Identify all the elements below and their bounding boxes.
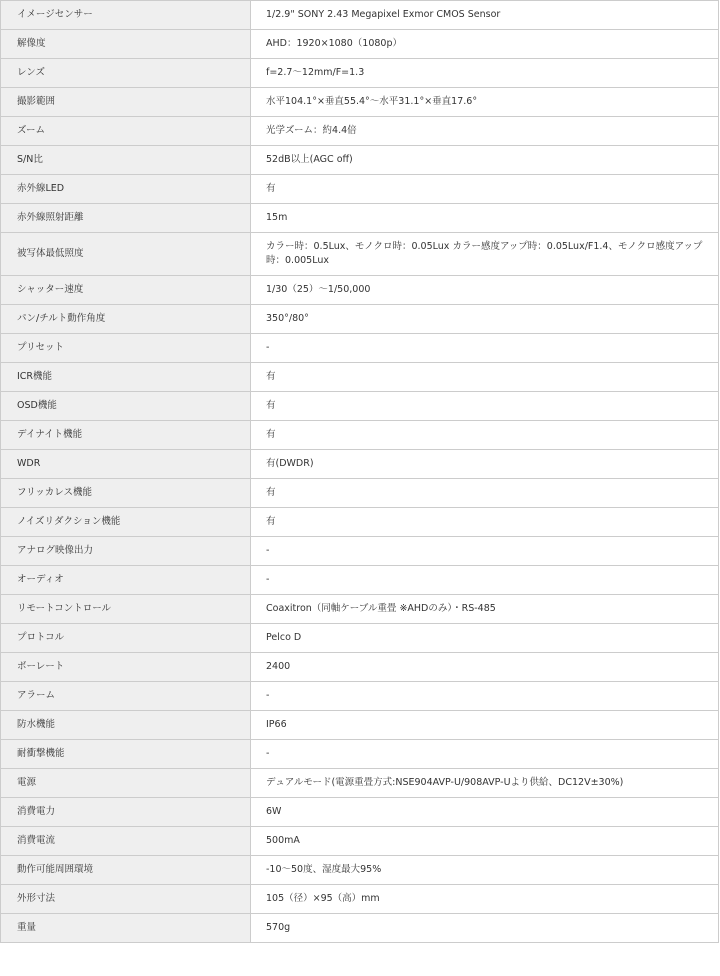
spec-label: 外形寸法 — [1, 885, 251, 914]
spec-value: 52dB以上(AGC off) — [251, 146, 719, 175]
spec-label: 防水機能 — [1, 711, 251, 740]
spec-value: 500mA — [251, 827, 719, 856]
spec-label: WDR — [1, 450, 251, 479]
spec-label: デイナイト機能 — [1, 421, 251, 450]
spec-value: 2400 — [251, 653, 719, 682]
spec-row — [1, 305, 719, 334]
spec-row — [1, 508, 719, 537]
spec-label: アラーム — [1, 682, 251, 711]
spec-value: 光学ズーム：約4.4倍 — [251, 117, 719, 146]
spec-value: - — [251, 537, 719, 566]
spec-row — [1, 175, 719, 204]
spec-label: フリッカレス機能 — [1, 479, 251, 508]
spec-label: 撮影範囲 — [1, 88, 251, 117]
spec-row — [1, 769, 719, 798]
spec-label: OSD機能 — [1, 392, 251, 421]
spec-label: アナログ映像出力 — [1, 537, 251, 566]
spec-value: -10～50度、湿度最大95% — [251, 856, 719, 885]
spec-value: 有(DWDR) — [251, 450, 719, 479]
spec-value: 1/2.9" SONY 2.43 Megapixel Exmor CMOS Sensor — [251, 1, 719, 30]
spec-label: ズーム — [1, 117, 251, 146]
spec-row — [1, 421, 719, 450]
spec-value: 350°/80° — [251, 305, 719, 334]
spec-value: 有 — [251, 175, 719, 204]
spec-label: 解像度 — [1, 30, 251, 59]
spec-label: 動作可能周囲環境 — [1, 856, 251, 885]
spec-row — [1, 914, 719, 943]
spec-value: Pelco D — [251, 624, 719, 653]
spec-label: 耐衝撃機能 — [1, 740, 251, 769]
spec-label: 赤外線照射距離 — [1, 204, 251, 233]
spec-label: 消費電力 — [1, 798, 251, 827]
spec-row — [1, 392, 719, 421]
spec-value: - — [251, 334, 719, 363]
spec-row — [1, 450, 719, 479]
spec-row — [1, 885, 719, 914]
spec-row — [1, 363, 719, 392]
spec-label: ボーレート — [1, 653, 251, 682]
spec-value: 570g — [251, 914, 719, 943]
spec-label: プロトコル — [1, 624, 251, 653]
spec-row — [1, 204, 719, 233]
spec-value: 有 — [251, 392, 719, 421]
spec-row — [1, 537, 719, 566]
spec-value: 有 — [251, 479, 719, 508]
spec-row — [1, 479, 719, 508]
spec-value: 6W — [251, 798, 719, 827]
spec-label: イメージセンサー — [1, 1, 251, 30]
spec-row — [1, 740, 719, 769]
spec-table-body — [1, 1, 719, 943]
spec-row — [1, 682, 719, 711]
spec-value: Coaxitron（同軸ケーブル重畳 ※AHDのみ）・RS-485 — [251, 595, 719, 624]
spec-row — [1, 88, 719, 117]
spec-value: デュアルモード(電源重畳方式:NSE904AVP-U/908AVP-Uより供給、DC12V±30%) — [251, 769, 719, 798]
spec-row — [1, 827, 719, 856]
spec-row — [1, 276, 719, 305]
spec-value: 15m — [251, 204, 719, 233]
spec-row — [1, 653, 719, 682]
spec-value: f=2.7～12mm/F=1.3 — [251, 59, 719, 88]
spec-value: 水平104.1°×垂直55.4°～水平31.1°×垂直17.6° — [251, 88, 719, 117]
spec-label: 重量 — [1, 914, 251, 943]
spec-value: 有 — [251, 421, 719, 450]
spec-value: 有 — [251, 508, 719, 537]
spec-row — [1, 233, 719, 276]
spec-value: - — [251, 682, 719, 711]
spec-value: 有 — [251, 363, 719, 392]
spec-value: - — [251, 566, 719, 595]
spec-row — [1, 566, 719, 595]
spec-label: ノイズリダクション機能 — [1, 508, 251, 537]
spec-label: リモートコントロール — [1, 595, 251, 624]
spec-value: AHD：1920×1080（1080p） — [251, 30, 719, 59]
spec-label: 電源 — [1, 769, 251, 798]
spec-label: S/N比 — [1, 146, 251, 175]
spec-row — [1, 1, 719, 30]
spec-value: IP66 — [251, 711, 719, 740]
spec-value: 105（径）×95（高）mm — [251, 885, 719, 914]
spec-value: 1/30（25）～1/50,000 — [251, 276, 719, 305]
spec-row — [1, 59, 719, 88]
spec-label: 赤外線LED — [1, 175, 251, 204]
spec-row — [1, 595, 719, 624]
spec-row — [1, 711, 719, 740]
spec-row — [1, 117, 719, 146]
spec-label: プリセット — [1, 334, 251, 363]
spec-label: オーディオ — [1, 566, 251, 595]
spec-label: 被写体最低照度 — [1, 233, 251, 276]
spec-row — [1, 624, 719, 653]
spec-row — [1, 856, 719, 885]
spec-row — [1, 334, 719, 363]
spec-label: ICR機能 — [1, 363, 251, 392]
spec-row — [1, 798, 719, 827]
spec-label: 消費電流 — [1, 827, 251, 856]
spec-row — [1, 30, 719, 59]
spec-row — [1, 146, 719, 175]
spec-value: カラー時：0.5Lux、モノクロ時：0.05Lux カラー感度アップ時：0.05Lux/F1.4、モノクロ感度アップ時：0.005Lux — [251, 233, 719, 276]
spec-value: - — [251, 740, 719, 769]
spec-label: レンズ — [1, 59, 251, 88]
spec-label: シャッター速度 — [1, 276, 251, 305]
spec-label: パン/チルト動作角度 — [1, 305, 251, 334]
